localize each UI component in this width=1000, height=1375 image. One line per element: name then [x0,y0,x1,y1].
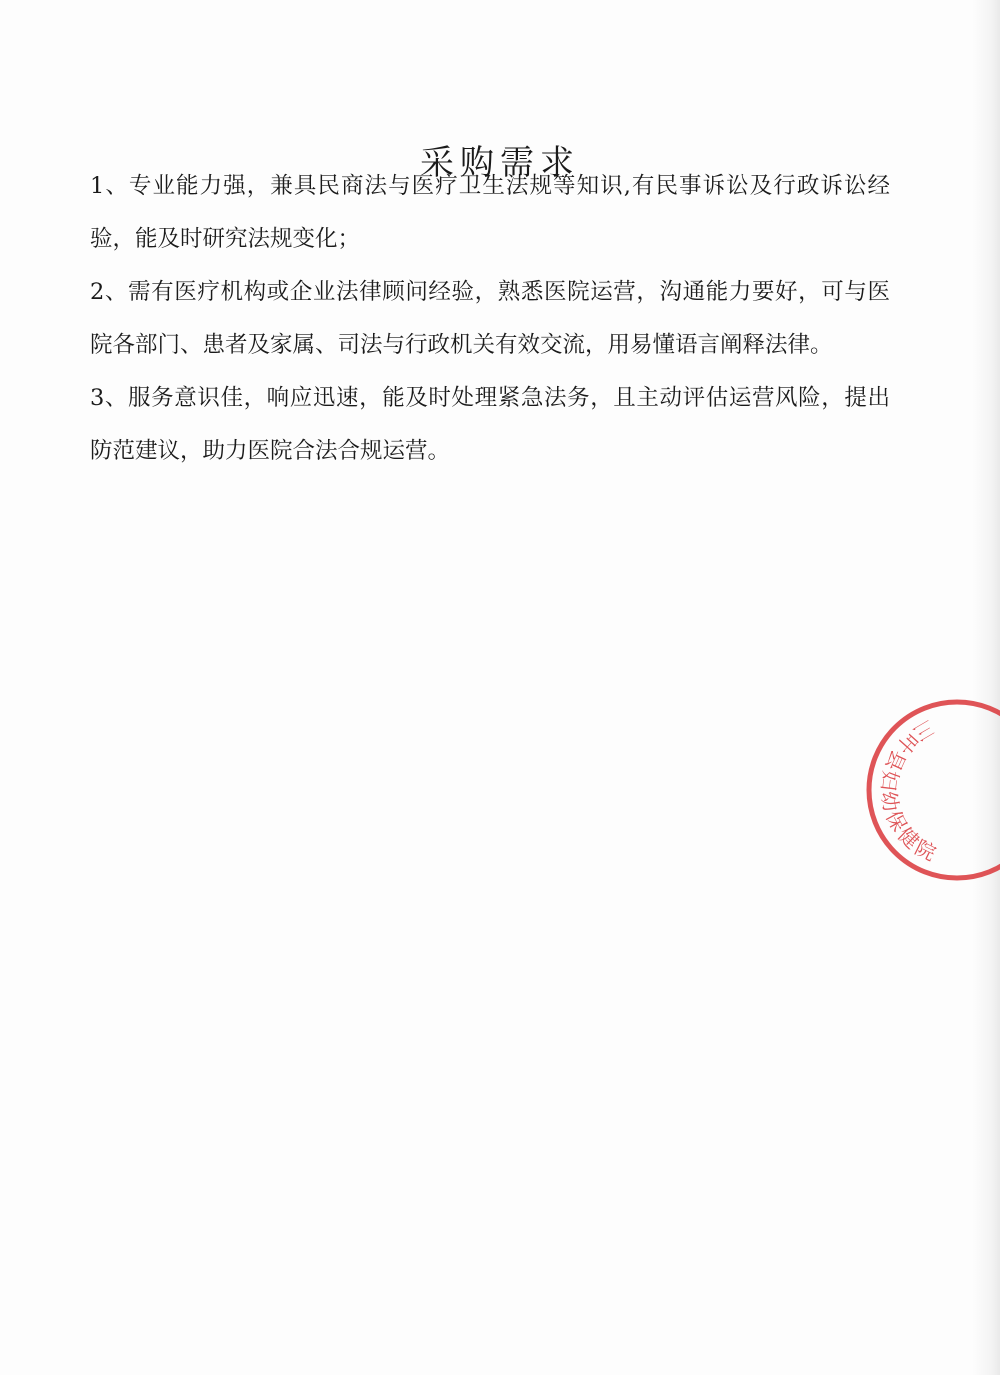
requirement-item-1: 1、专业能力强，兼具民商法与医疗卫生法规等知识,有民事诉讼及行政诉讼经验，能及时研究法规变化； [90,173,891,252]
seal-text: 三叶县妇幼保健院 [876,715,943,867]
requirement-item-2: 2、需有医疗机构或企业法律顾问经验，熟悉医院运营，沟通能力要好，可与医院各部门、患者及家属、司法与行政机关有效交流，用易懂语言阐释法律。 [90,279,890,358]
official-seal-stamp [862,695,1000,885]
requirements-body [90,160,890,478]
page-title: 采购需求 [420,142,580,183]
scan-edge-shadow [972,0,1000,1375]
requirement-item-3: 3、服务意识佳，响应迅速，能及时处理紧急法务，且主动评估运营风险，提出防范建议，助力医院合法合规运营。 [90,385,890,464]
